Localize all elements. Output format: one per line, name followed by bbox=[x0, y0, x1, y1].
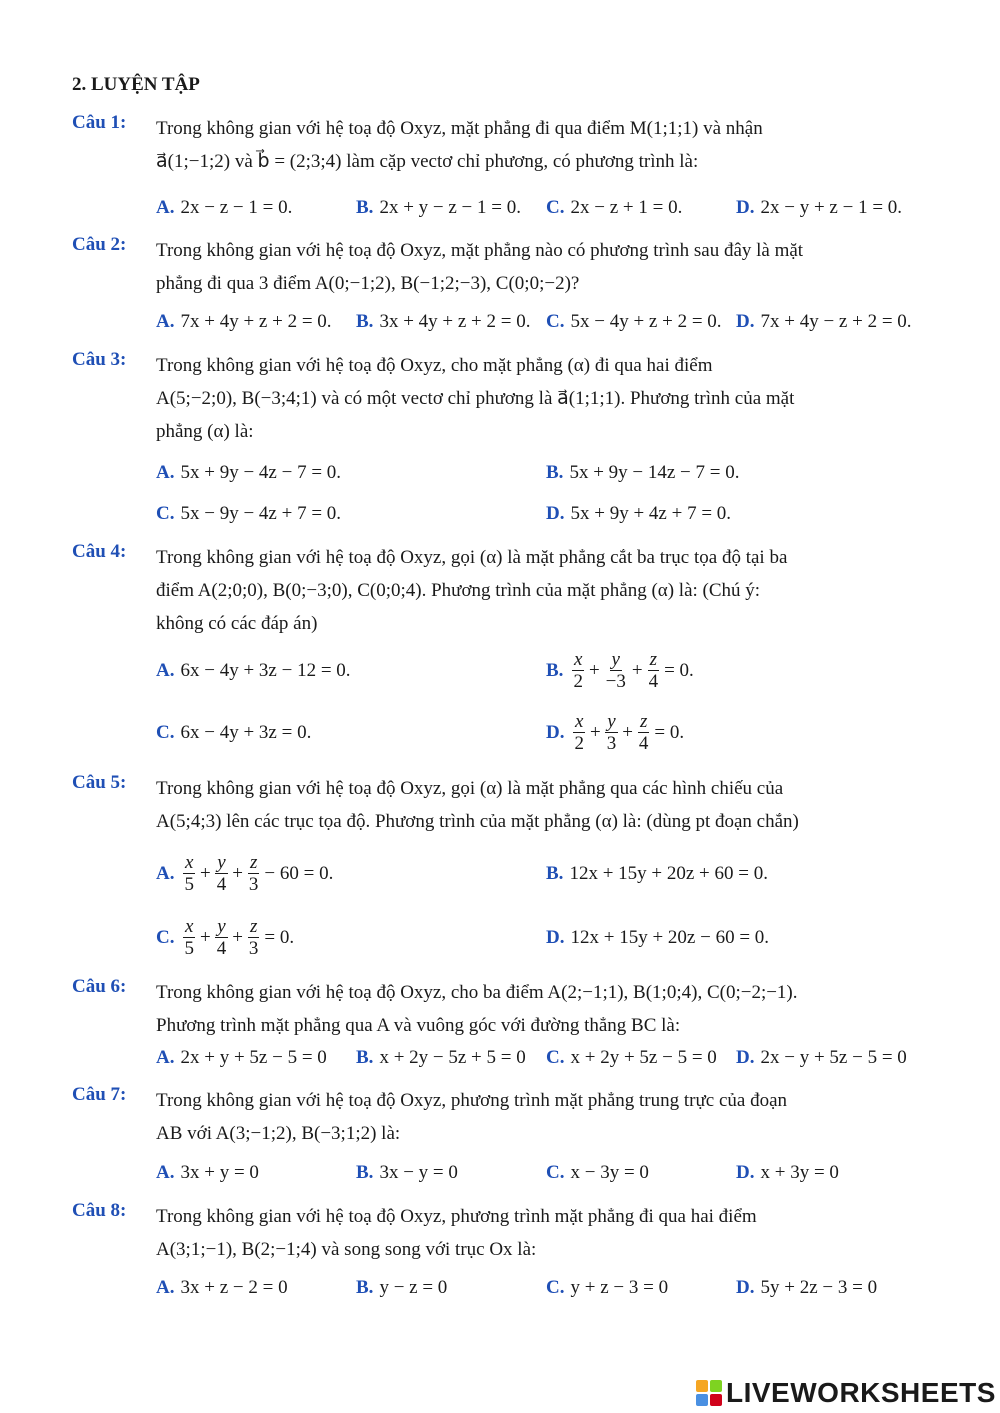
fraction bbox=[215, 917, 229, 960]
fraction bbox=[215, 853, 229, 896]
option-letter: D. bbox=[736, 1047, 755, 1068]
fraction-numerator: x bbox=[573, 648, 583, 670]
option-text: 5x + 9y + 4z + 7 = 0. bbox=[570, 503, 732, 524]
option-text: 5x + 9y − 14z − 7 = 0. bbox=[569, 462, 740, 483]
question-label: Câu 6: bbox=[72, 976, 127, 997]
option-c[interactable]: C. $\frac{x}{5}$ + $\frac{y}{4}$ + $\frac{z}{3}$ = 0. bbox=[156, 915, 295, 959]
option-letter: D. bbox=[546, 927, 565, 948]
question-line: Trong không gian với hệ toạ độ Oxyz, mặt phẳng đi qua điểm M(1;1;1) và nhận bbox=[156, 118, 763, 139]
option-text: x + 3y = 0 bbox=[760, 1162, 839, 1183]
logo-square bbox=[696, 1394, 708, 1406]
option-text: 3x + 4y + z + 2 = 0. bbox=[379, 311, 531, 332]
question-line: Trong không gian với hệ toạ độ Oxyz, cho ba điểm A(2;−1;1), B(1;0;4), C(0;−2;−1). bbox=[156, 982, 798, 1003]
option-text: y + z − 3 = 0 bbox=[570, 1277, 669, 1298]
option-letter: C. bbox=[546, 311, 565, 332]
option-letter: C. bbox=[546, 1162, 565, 1183]
fraction-numerator: y bbox=[611, 648, 620, 670]
option-text: 2x − y + z − 1 = 0. bbox=[760, 197, 903, 218]
option-b[interactable] bbox=[356, 1157, 458, 1189]
option-letter: A. bbox=[156, 1277, 175, 1298]
question-4 bbox=[72, 541, 930, 766]
option-text: 7x + 4y − z + 2 = 0. bbox=[760, 311, 912, 332]
option-text: 6x − 4y + 3z = 0. bbox=[180, 722, 312, 743]
option-a[interactable] bbox=[156, 457, 341, 489]
fraction-denominator: 4 bbox=[648, 670, 659, 692]
option-letter: A. bbox=[156, 660, 175, 681]
option-a[interactable] bbox=[156, 1272, 288, 1304]
option-letter: A. bbox=[156, 1047, 175, 1068]
option-letter: D. bbox=[736, 197, 755, 218]
option-b[interactable] bbox=[356, 192, 521, 224]
option-letter: B. bbox=[356, 311, 374, 332]
option-letter: C. bbox=[546, 1047, 565, 1068]
question-line: điểm A(2;0;0), B(0;−3;0), C(0;0;4). Phương trình của mặt phẳng (α) là: (Chú ý: bbox=[156, 580, 761, 601]
fraction bbox=[571, 650, 585, 693]
option-text: 2x − z − 1 = 0. bbox=[180, 197, 293, 218]
options bbox=[156, 914, 930, 962]
option-text: 12x + 15y + 20z − 60 = 0. bbox=[570, 927, 770, 948]
option-text: x − 3y = 0 bbox=[570, 1162, 649, 1183]
question-label: Câu 3: bbox=[72, 349, 127, 370]
fraction-denominator: 2 bbox=[573, 670, 583, 692]
option-letter: C. bbox=[546, 197, 565, 218]
fraction-numerator: y bbox=[217, 851, 226, 873]
fraction bbox=[182, 853, 196, 896]
question-line: Trong không gian với hệ toạ độ Oxyz, phương trình mặt phẳng đi qua hai điểm bbox=[156, 1206, 757, 1227]
question-label: Câu 8: bbox=[72, 1200, 127, 1221]
fraction bbox=[605, 712, 619, 755]
option-d[interactable] bbox=[736, 1157, 839, 1189]
fraction-denominator: 3 bbox=[606, 732, 617, 754]
question-label: Câu 2: bbox=[72, 234, 127, 255]
option-d[interactable] bbox=[736, 192, 902, 224]
option-b[interactable]: B. $\frac{x}{2}$ + $\frac{y}{-3}$ + $\frac{z}{4}$ = 0. bbox=[546, 648, 694, 692]
fraction-numerator: x bbox=[575, 710, 584, 732]
option-letter: B. bbox=[546, 660, 564, 681]
question-line: A(5;4;3) lên các trục tọa độ. Phương trình của mặt phẳng (α) là: (dùng pt đoạn chắn) bbox=[156, 811, 799, 832]
fraction bbox=[637, 712, 651, 755]
option-letter: B. bbox=[356, 1047, 374, 1068]
question-label: Câu 7: bbox=[72, 1084, 127, 1105]
fraction-numerator: x bbox=[185, 915, 194, 937]
option-d[interactable] bbox=[546, 922, 769, 954]
fraction bbox=[647, 650, 661, 693]
question-text bbox=[156, 1200, 928, 1266]
option-letter: D. bbox=[736, 1162, 755, 1183]
fraction-denominator: 4 bbox=[216, 937, 227, 959]
fraction-numerator: z bbox=[249, 851, 258, 873]
option-text: 5x + 9y − 4z − 7 = 0. bbox=[180, 462, 342, 483]
option-a[interactable]: A. $\frac{x}{5}$ + $\frac{y}{4}$ + $\frac{z}{3}$ − 60 = 0. bbox=[156, 851, 334, 895]
question-line: không có các đáp án) bbox=[156, 613, 318, 634]
question-7 bbox=[72, 1084, 930, 1189]
question-8 bbox=[72, 1200, 930, 1310]
question-5 bbox=[72, 772, 930, 967]
options bbox=[156, 709, 930, 757]
option-letter: A. bbox=[156, 311, 175, 332]
option-a[interactable] bbox=[156, 1042, 327, 1074]
fraction-denominator: 4 bbox=[216, 873, 227, 895]
option-text: 2x + y + 5z − 5 = 0 bbox=[180, 1047, 327, 1068]
option-b[interactable] bbox=[356, 1042, 526, 1074]
option-text: y − z = 0 bbox=[379, 1277, 448, 1298]
option-text: 3x − y = 0 bbox=[379, 1162, 458, 1183]
question-line: Trong không gian với hệ toạ độ Oxyz, gọi (α) là mặt phẳng qua các hình chiếu của bbox=[156, 778, 784, 799]
option-text: 5x − 4y + z + 2 = 0. bbox=[570, 311, 722, 332]
option-letter: B. bbox=[546, 863, 564, 884]
option-text: x + 2y + 5z − 5 = 0 bbox=[570, 1047, 717, 1068]
logo-square bbox=[696, 1380, 708, 1392]
option-a[interactable] bbox=[156, 192, 292, 224]
fraction-denominator: 5 bbox=[184, 937, 194, 959]
option-text: 2x + y − z − 1 = 0. bbox=[379, 197, 521, 218]
option-letter: D. bbox=[546, 722, 565, 743]
option-c[interactable] bbox=[546, 192, 682, 224]
option-letter: C. bbox=[156, 503, 175, 524]
fraction-numerator: x bbox=[185, 851, 194, 873]
fraction bbox=[572, 712, 586, 755]
option-letter: C. bbox=[546, 1277, 565, 1298]
option-text: 5x − 9y − 4z + 7 = 0. bbox=[180, 503, 342, 524]
question-text bbox=[156, 976, 928, 1042]
option-letter: A. bbox=[156, 1162, 175, 1183]
option-letter: B. bbox=[356, 1277, 374, 1298]
option-letter: B. bbox=[356, 197, 374, 218]
question-line: phẳng đi qua 3 điểm A(0;−1;2), B(−1;2;−3), C(0;0;−2)? bbox=[156, 273, 580, 294]
fraction bbox=[182, 917, 196, 960]
fraction-denominator: −3 bbox=[605, 670, 626, 692]
option-d[interactable]: D. $\frac{x}{2}$ + $\frac{y}{3}$ + $\frac{z}{4}$ = 0. bbox=[546, 710, 685, 754]
question-text bbox=[156, 1084, 928, 1150]
fraction-numerator: z bbox=[649, 648, 658, 670]
options bbox=[156, 850, 930, 898]
option-c[interactable] bbox=[156, 498, 341, 530]
option-b[interactable] bbox=[546, 457, 739, 489]
option-a[interactable] bbox=[156, 1157, 259, 1189]
question-text bbox=[156, 541, 928, 640]
question-line: A(3;1;−1), B(2;−1;4) và song song với trục Ox là: bbox=[156, 1239, 537, 1260]
option-c[interactable] bbox=[546, 1157, 649, 1189]
option-text: 6x − 4y + 3z − 12 = 0. bbox=[180, 660, 351, 681]
option-d[interactable] bbox=[736, 1042, 907, 1074]
option-text: x + 2y − 5z + 5 = 0 bbox=[379, 1047, 526, 1068]
option-text: 5y + 2z − 3 = 0 bbox=[760, 1277, 878, 1298]
question-text bbox=[156, 349, 928, 448]
fraction-numerator: y bbox=[217, 915, 226, 937]
option-letter: C. bbox=[156, 927, 175, 948]
option-b[interactable] bbox=[546, 858, 768, 890]
fraction-denominator: 2 bbox=[574, 732, 584, 754]
option-c[interactable] bbox=[546, 1042, 717, 1074]
question-line: A(5;−2;0), B(−3;4;1) và có một vectơ chỉ phương là a⃗(1;1;1). Phương trình của mặt bbox=[156, 388, 795, 409]
option-letter: A. bbox=[156, 197, 175, 218]
option-letter: A. bbox=[156, 863, 175, 884]
option-letter: D. bbox=[546, 503, 565, 524]
fraction-denominator: 3 bbox=[248, 937, 259, 959]
option-text: 12x + 15y + 20z + 60 = 0. bbox=[569, 863, 768, 884]
fraction-denominator: 4 bbox=[638, 732, 649, 754]
option-c[interactable] bbox=[546, 1272, 668, 1304]
option-b[interactable] bbox=[356, 1272, 447, 1304]
logo-text: LIVEWORKSHEETS bbox=[726, 1377, 996, 1408]
logo-mark-icon bbox=[696, 1380, 722, 1406]
option-letter: A. bbox=[156, 462, 175, 483]
fraction-numerator: z bbox=[249, 915, 258, 937]
option-letter: D. bbox=[736, 1277, 755, 1298]
option-a[interactable] bbox=[156, 306, 332, 338]
option-letter: C. bbox=[156, 722, 175, 743]
question-2 bbox=[72, 234, 930, 344]
question-text bbox=[156, 772, 928, 838]
question-label: Câu 5: bbox=[72, 772, 127, 793]
liveworksheets-logo bbox=[696, 1376, 996, 1410]
option-tail: = 0. bbox=[654, 722, 685, 743]
fraction-denominator: 5 bbox=[184, 873, 194, 895]
fraction-numerator: z bbox=[639, 710, 648, 732]
section-title: 2. LUYỆN TẬP bbox=[72, 74, 200, 95]
option-b[interactable] bbox=[356, 306, 530, 338]
option-letter: D. bbox=[736, 311, 755, 332]
option-text: 3x + y = 0 bbox=[180, 1162, 259, 1183]
question-3 bbox=[72, 349, 930, 534]
question-line: Trong không gian với hệ toạ độ Oxyz, cho mặt phẳng (α) đi qua hai điểm bbox=[156, 355, 713, 376]
fraction-numerator: y bbox=[607, 710, 616, 732]
option-c[interactable] bbox=[546, 306, 722, 338]
question-label: Câu 1: bbox=[72, 112, 127, 133]
question-label: Câu 4: bbox=[72, 541, 127, 562]
option-d[interactable] bbox=[736, 306, 912, 338]
logo-square bbox=[710, 1380, 722, 1392]
question-text bbox=[156, 234, 928, 300]
options bbox=[156, 647, 930, 695]
question-text bbox=[156, 112, 928, 178]
fraction bbox=[604, 650, 628, 693]
option-text: 2x − z + 1 = 0. bbox=[570, 197, 683, 218]
option-d[interactable] bbox=[736, 1272, 877, 1304]
question-line: Trong không gian với hệ toạ độ Oxyz, phương trình mặt phẳng trung trực của đoạn bbox=[156, 1090, 787, 1111]
option-text: 3x + z − 2 = 0 bbox=[180, 1277, 288, 1298]
option-tail: = 0. bbox=[664, 660, 694, 681]
option-d[interactable] bbox=[546, 498, 731, 530]
question-line: Trong không gian với hệ toạ độ Oxyz, mặt phẳng nào có phương trình sau đây là mặt bbox=[156, 240, 804, 261]
option-letter: B. bbox=[546, 462, 564, 483]
option-tail: − 60 = 0. bbox=[264, 863, 334, 884]
option-text: 7x + 4y + z + 2 = 0. bbox=[180, 311, 332, 332]
question-line: AB với A(3;−1;2), B(−3;1;2) là: bbox=[156, 1123, 401, 1144]
option-a[interactable] bbox=[156, 655, 351, 687]
question-line: Phương trình mặt phẳng qua A và vuông góc với đường thẳng BC là: bbox=[156, 1015, 681, 1036]
fraction bbox=[247, 917, 261, 960]
question-line: Trong không gian với hệ toạ độ Oxyz, gọi (α) là mặt phẳng cắt ba trục tọa độ tại ba bbox=[156, 547, 788, 568]
question-line: a⃗(1;−1;2) và b⃗ = (2;3;4) làm cặp vectơ chỉ phương, có phương trình là: bbox=[156, 151, 699, 172]
option-letter: B. bbox=[356, 1162, 374, 1183]
question-line: phẳng (α) là: bbox=[156, 421, 254, 442]
option-c[interactable] bbox=[156, 717, 311, 749]
logo-square bbox=[710, 1394, 722, 1406]
option-tail: = 0. bbox=[264, 927, 295, 948]
fraction bbox=[247, 853, 261, 896]
question-1 bbox=[72, 112, 930, 222]
question-6 bbox=[72, 976, 930, 1081]
option-text: 2x − y + 5z − 5 = 0 bbox=[760, 1047, 907, 1068]
fraction-denominator: 3 bbox=[248, 873, 259, 895]
